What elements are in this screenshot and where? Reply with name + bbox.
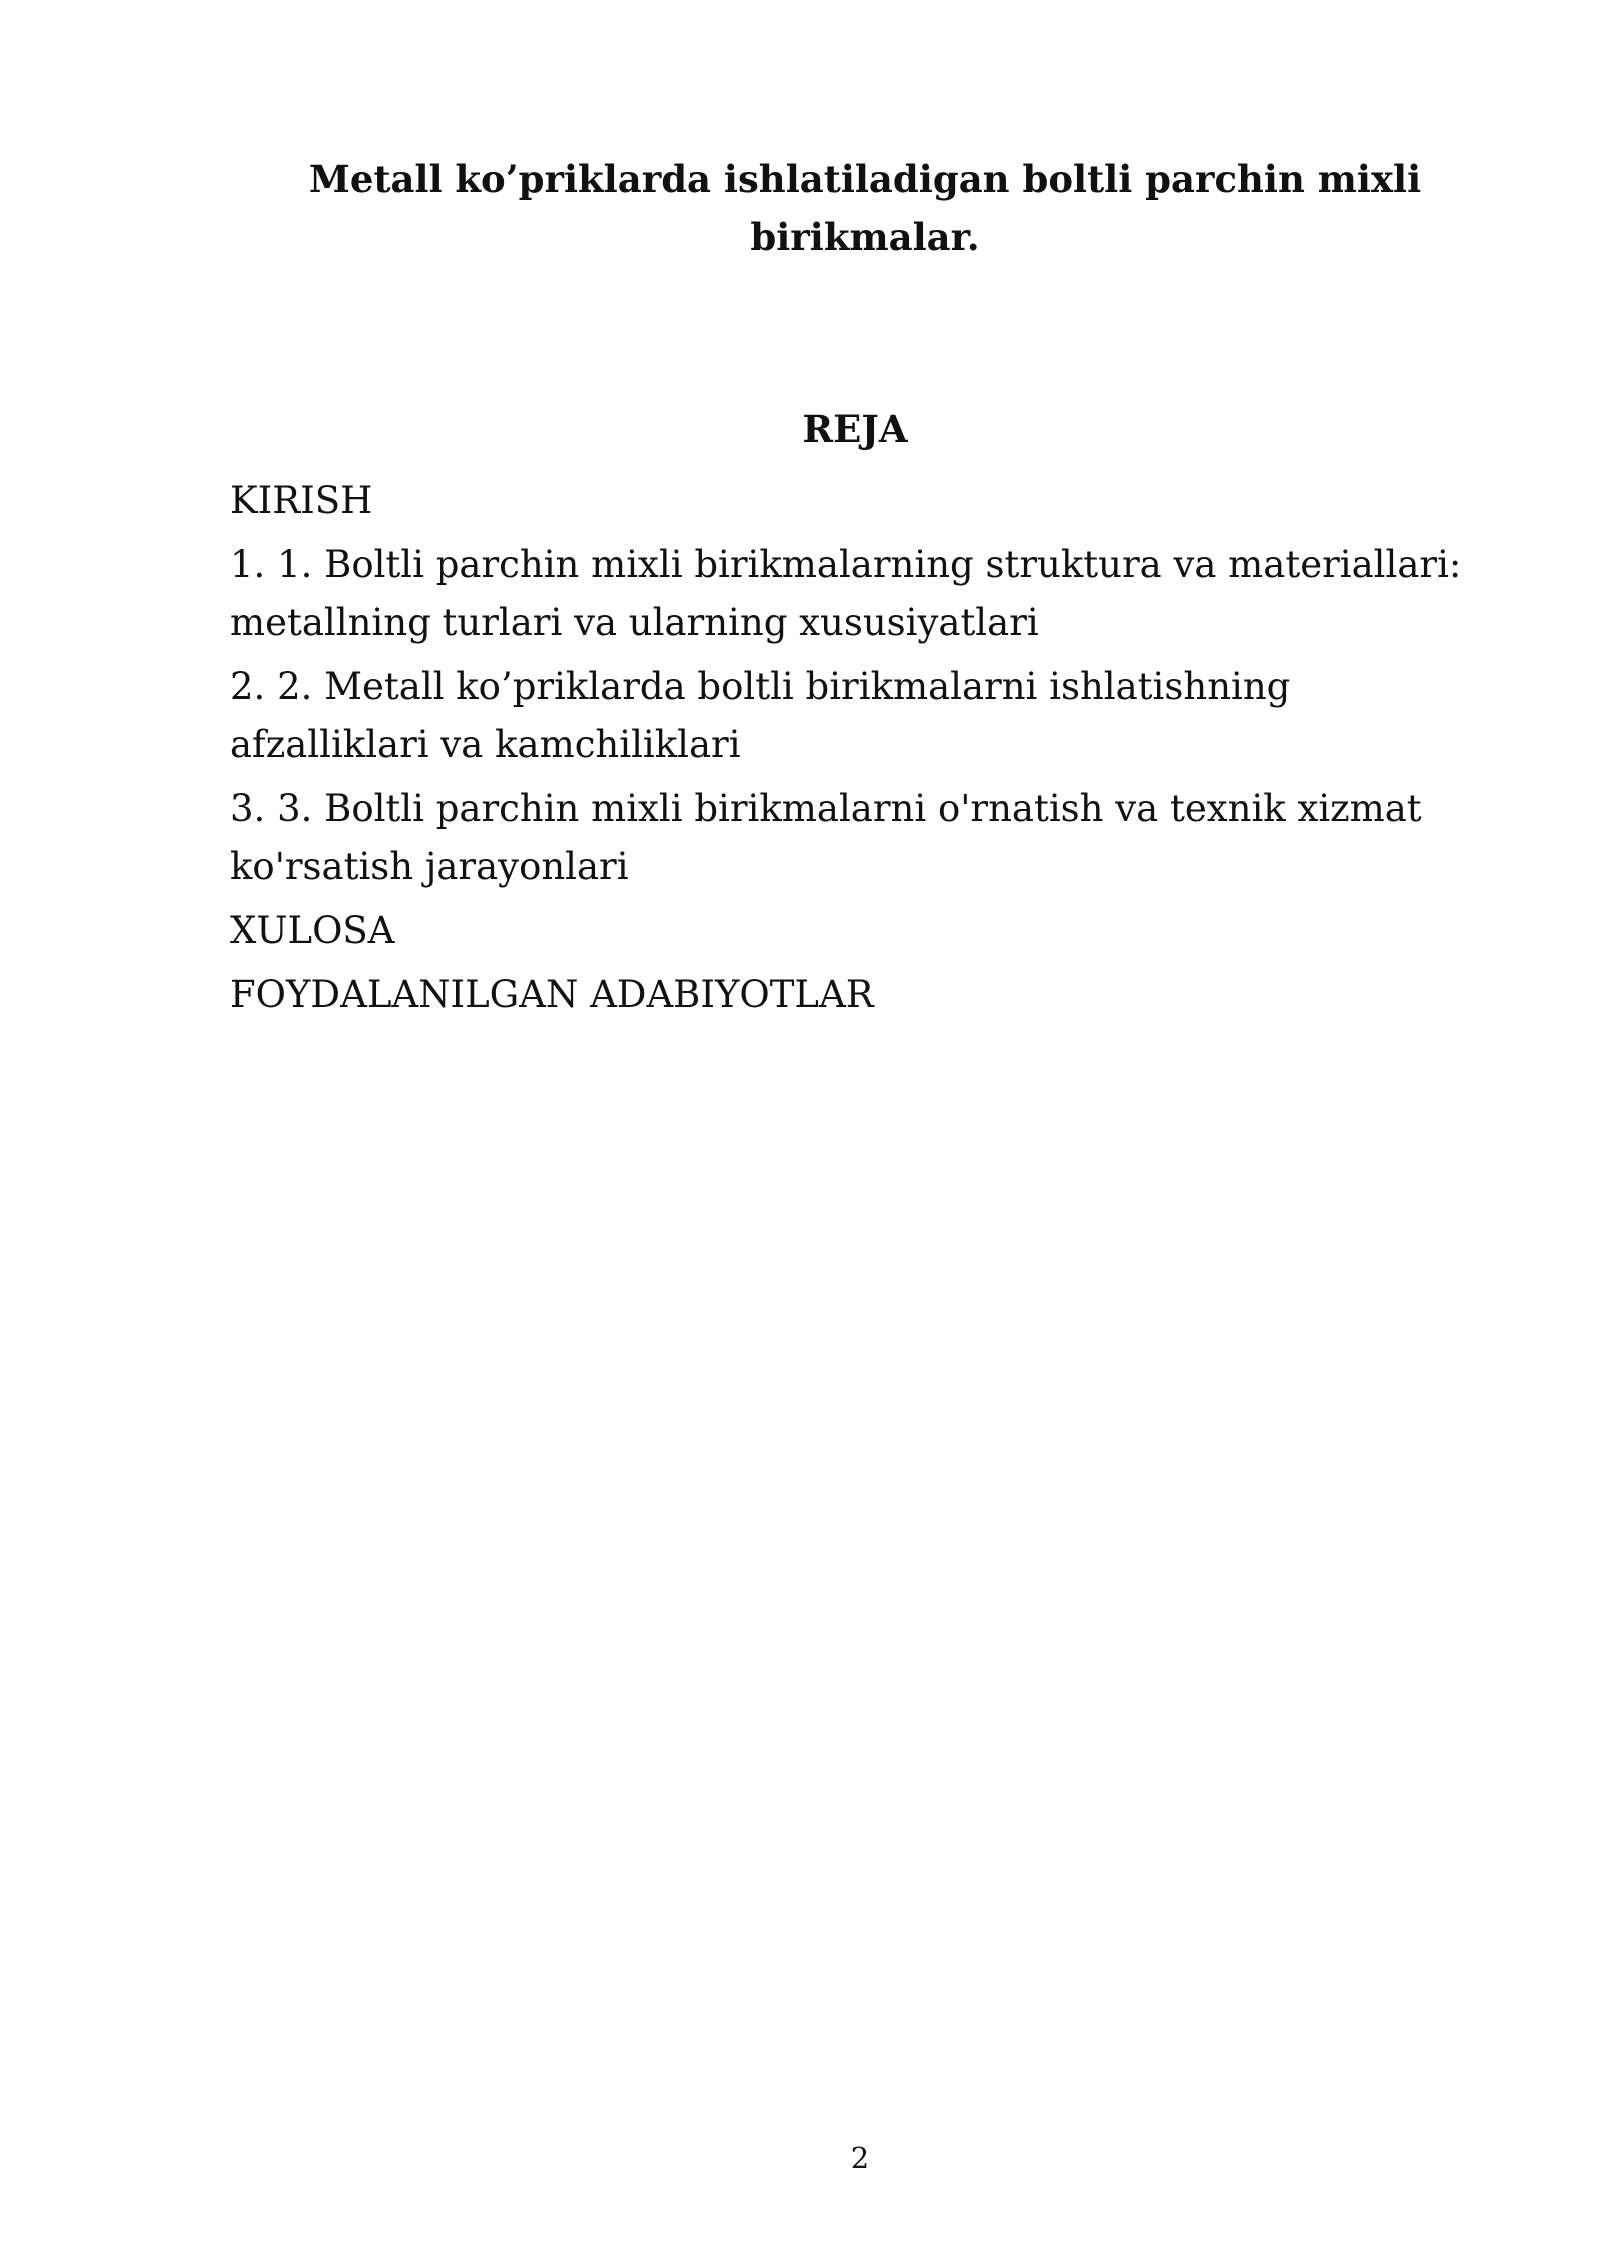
document-title: [290, 150, 1440, 266]
page-number: 2: [850, 2141, 870, 2175]
toc-item-section-1: [230, 536, 1490, 652]
toc-item-line: FOYDALANILGAN ADABIYOTLAR: [230, 973, 874, 1016]
toc-item-line: 1. 1. Boltli parchin mixli birikmalarning struktura va materiallari:: [230, 543, 1462, 586]
toc-item-line: ko'rsatish jarayonlari: [230, 845, 629, 888]
toc-item-references: [230, 966, 1490, 1024]
document-title-line: birikmalar.: [750, 215, 980, 259]
toc-item-section-2: [230, 658, 1490, 774]
table-of-contents: [230, 472, 1490, 1030]
plan-heading: REJA: [802, 407, 908, 451]
toc-item-conclusion: [230, 902, 1490, 960]
toc-item-line: 2. 2. Metall ko’priklarda boltli birikmalarni ishlatishning: [230, 665, 1291, 708]
document-title-line: Metall ko’priklarda ishlatiladigan boltli parchin mixli: [308, 157, 1422, 201]
toc-item-line: afzalliklari va kamchiliklari: [230, 723, 741, 766]
toc-item-line: metallning turlari va ularning xususiyatlari: [230, 601, 1039, 644]
toc-item-line: XULOSA: [230, 909, 395, 952]
toc-item-section-3: [230, 780, 1490, 896]
toc-item-introduction: [230, 472, 1490, 530]
toc-item-line: 3. 3. Boltli parchin mixli birikmalarni o'rnatish va texnik xizmat: [230, 787, 1422, 830]
toc-item-line: KIRISH: [230, 479, 373, 522]
